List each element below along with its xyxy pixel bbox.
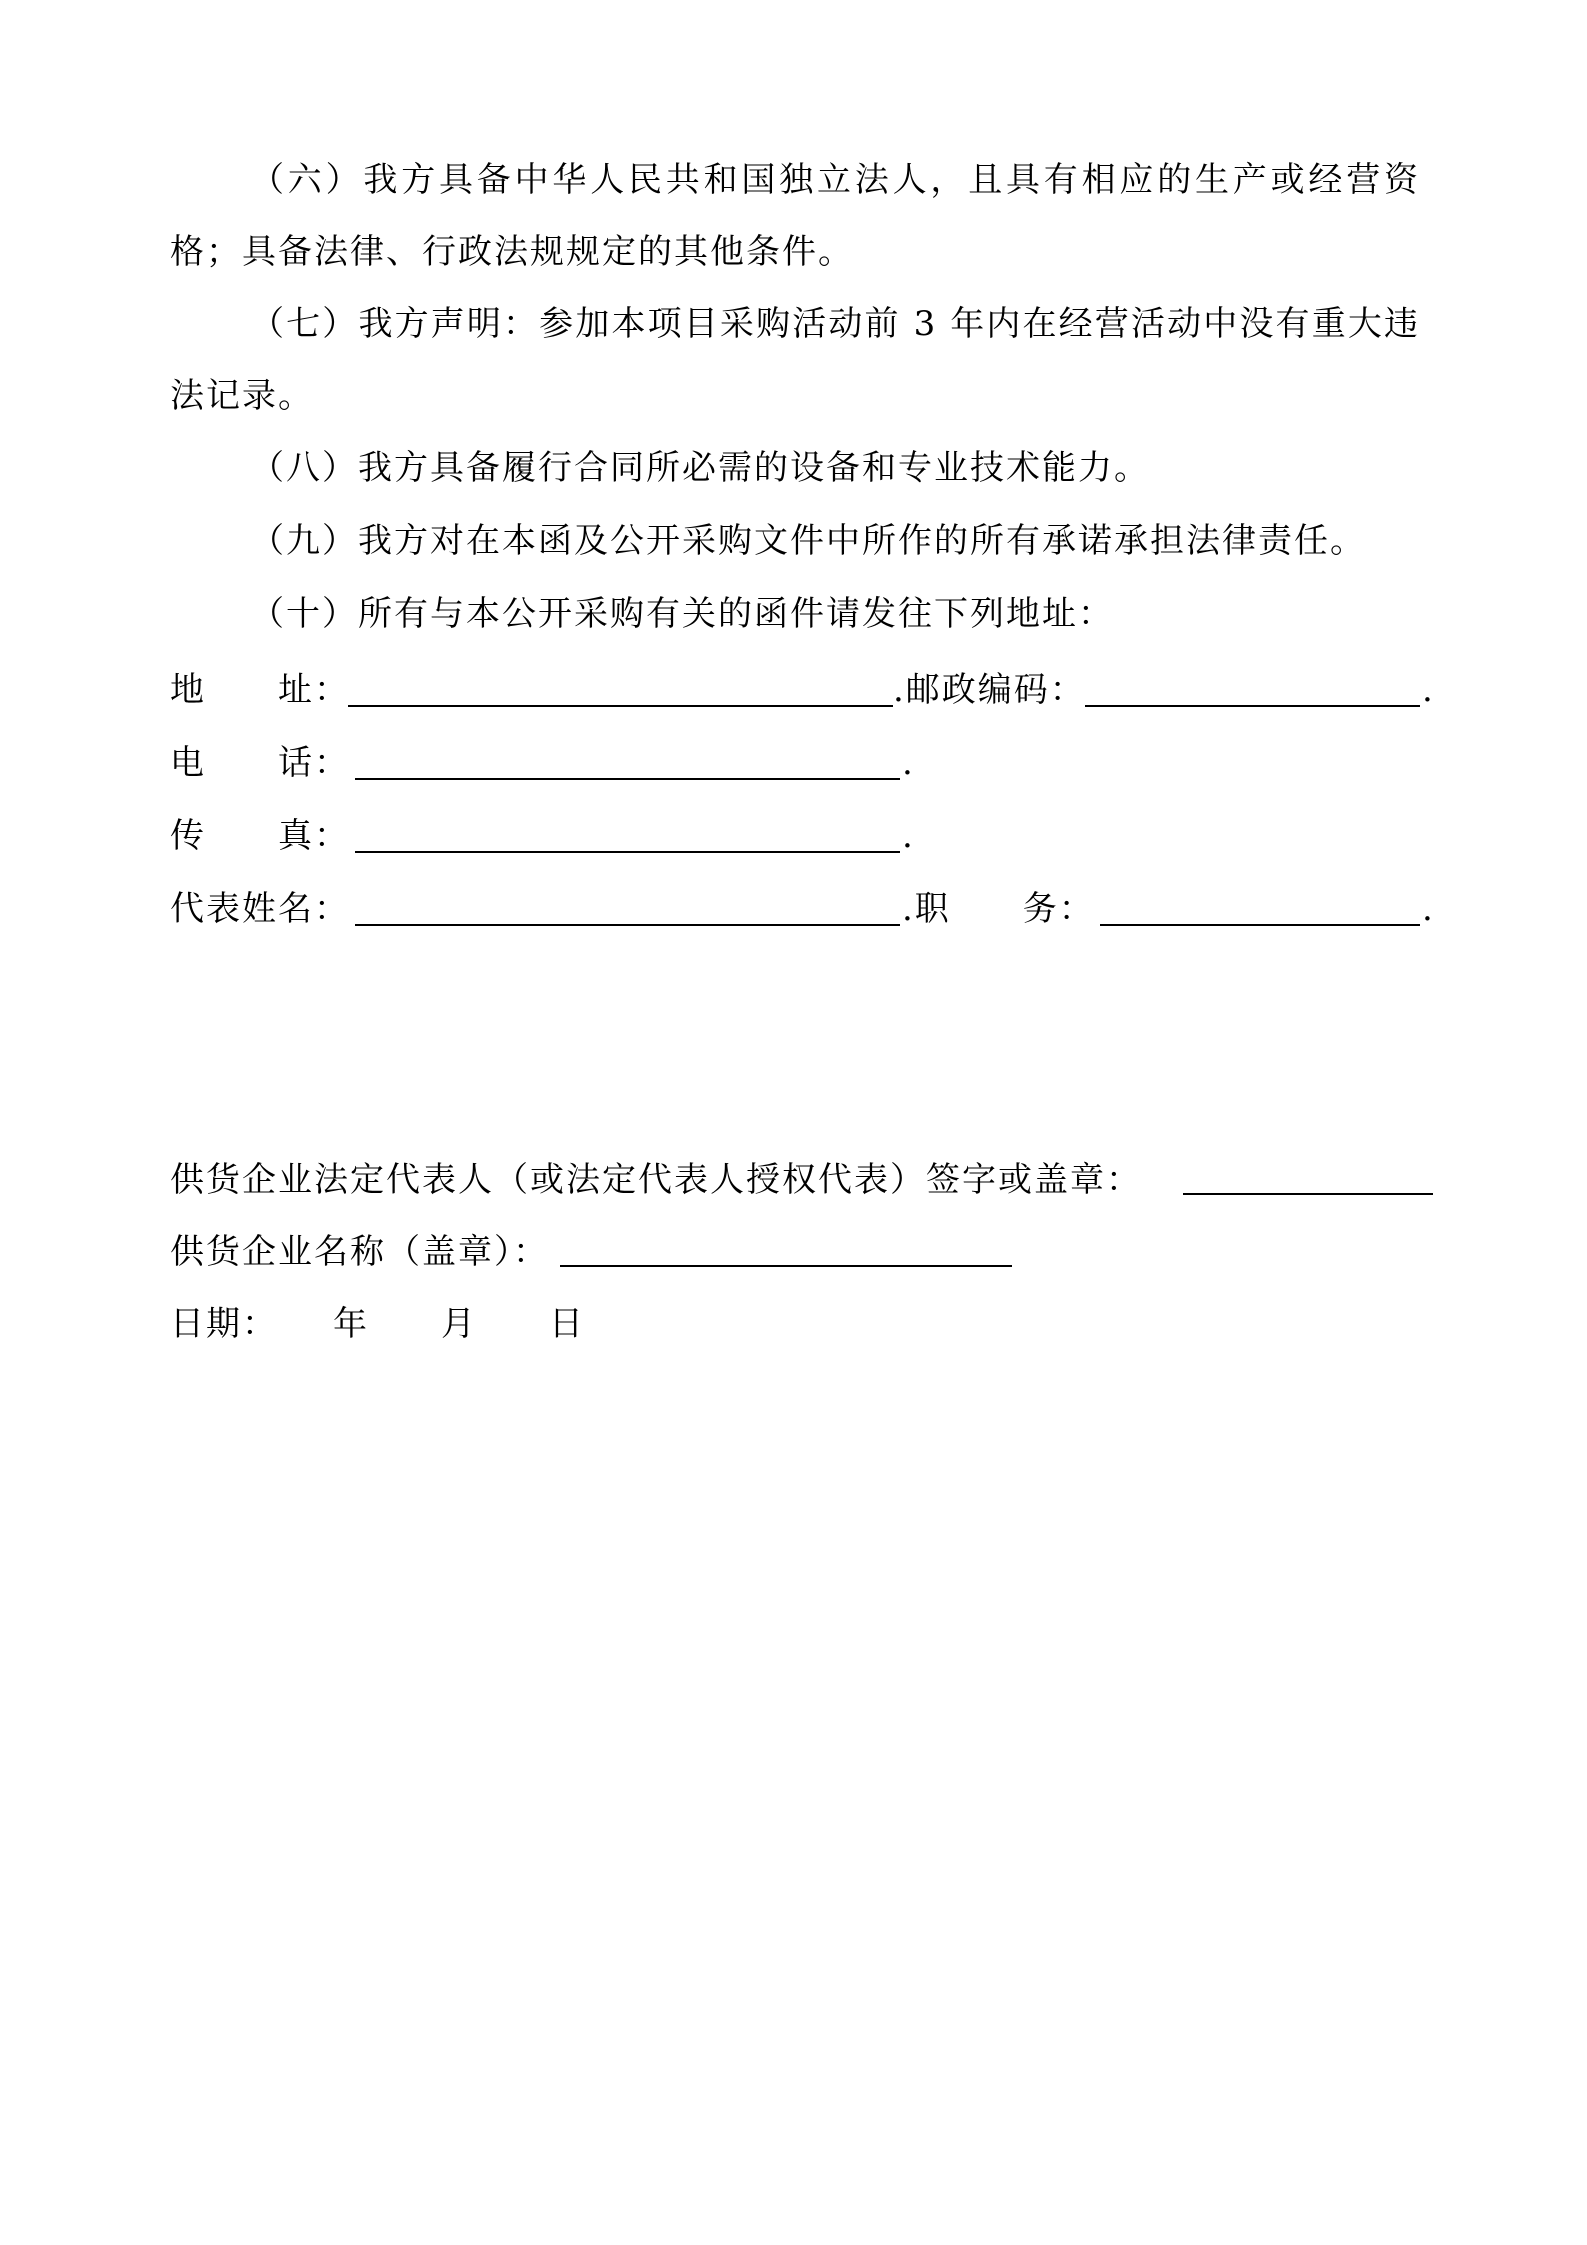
address-label: 地 址： (170, 670, 350, 710)
clause-7: （七）我方声明：参加本项目采购活动前 3 年内在经营活动中没有重大违法记录。 (170, 304, 1420, 416)
phone-row-period: . (902, 743, 913, 783)
clause-6: （六）我方具备中华人民共和国独立法人，且具有相应的生产或经营资格；具备法律、行政法规规定的其他条件。 (170, 160, 1420, 272)
rep-name-label: 代表姓名： (170, 889, 350, 929)
clause-10: （十）所有与本公开采购有关的函件请发往下列地址： (250, 594, 1114, 634)
fax-label: 传 真： (170, 816, 350, 856)
company-name-label: 供货企业名称（盖章）： (170, 1232, 549, 1272)
clause-9: （九）我方对在本函及公开采购文件中所作的所有承诺承担法律责任。 (250, 521, 1366, 561)
rep-name-field[interactable] (355, 924, 900, 926)
rep-row-period: . (1422, 889, 1433, 929)
date-label: 日期： 年 月 日 (170, 1304, 585, 1344)
position-label: .职 务： (902, 889, 1095, 929)
signer-label: 供货企业法定代表人（或法定代表人授权代表）签字或盖章： (170, 1160, 1142, 1200)
fax-row-period: . (902, 816, 913, 856)
fax-field[interactable] (355, 851, 900, 853)
clause-8: （八）我方具备履行合同所必需的设备和专业技术能力。 (250, 448, 1150, 488)
position-field[interactable] (1100, 924, 1420, 926)
postcode-label: .邮政编码： (893, 670, 1086, 710)
address-field[interactable] (348, 705, 893, 707)
signer-field[interactable] (1183, 1193, 1433, 1195)
address-row-period: . (1422, 670, 1433, 710)
phone-field[interactable] (355, 778, 900, 780)
company-name-field[interactable] (560, 1265, 1012, 1267)
phone-label: 电 话： (170, 743, 350, 783)
postcode-field[interactable] (1085, 705, 1420, 707)
